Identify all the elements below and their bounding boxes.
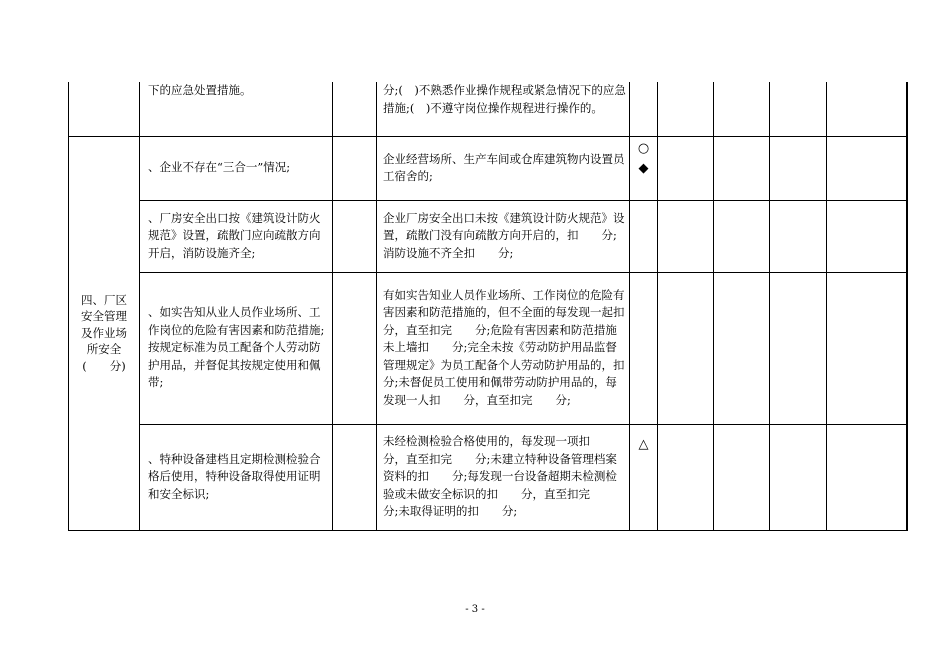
criteria-cell: [377, 424, 630, 530]
item-text: 、如实告知从业人员作业场所、工作岗位的危险有害因素和防范措施;按规定标准为员工配备个人劳动防护用品，并督促其按规定使用和佩带;: [148, 305, 325, 390]
blank-cell: [714, 424, 770, 530]
blank-cell: [827, 200, 907, 272]
blank-cell: [658, 424, 714, 530]
diamond-mark-icon: ◆: [638, 160, 649, 176]
blank-cell: [827, 272, 907, 424]
item-cell: [140, 200, 333, 272]
page-number: - 3 -: [465, 604, 485, 615]
criteria-cell: [377, 272, 648, 424]
category-line: 四、厂区: [81, 292, 127, 307]
category-line: ( 分): [82, 358, 126, 373]
mark-cell: [630, 136, 658, 200]
blank-cell: [333, 136, 377, 200]
criteria-cell: [377, 136, 630, 200]
table-row: [69, 272, 907, 424]
criteria-text: 未经检测检验合格使用的，每发现一项扣 分，直至扣完 分;未建立特种设备管理档案资料的扣 分;每发现一台设备超期未检测检验或未做安全标识的扣 分，直至扣完 分;未取得证明的扣 分;: [383, 434, 617, 519]
category-line: 及作业场: [81, 325, 127, 340]
blank-cell: [658, 82, 714, 136]
criteria-cell: [377, 82, 630, 136]
criteria-text: 有如实告知业人员作业场所、工作岗位的危险有害因素和防范措施的，但不全面的每发现一起扣 分，直至扣完 分;危险有害因素和防范措施未上墙扣 分;完全未按《劳动防护用品监督管理规定》为员工配备个人劳动防护用品的，扣 分;未督促员工使用和佩带劳动防护用品的，每发现一人扣 分，直至扣完 分;: [383, 287, 648, 407]
inspection-table: [68, 82, 908, 531]
table-row: [69, 136, 907, 200]
blank-cell: [827, 82, 907, 136]
table-row: [69, 424, 907, 530]
criteria-text: 企业经营场所、生产车间或仓库建筑物内设置员工宿舍的;: [383, 151, 625, 183]
blank-cell: [827, 424, 907, 530]
item-text: 下的应急处置措施。: [148, 83, 252, 97]
blank-cell: [770, 136, 827, 200]
table-row: [69, 82, 907, 136]
triangle-mark-icon: △: [638, 436, 649, 452]
criteria-cell: [377, 200, 630, 272]
blank-cell: [827, 136, 907, 200]
blank-cell: [333, 424, 377, 530]
item-text: 、企业不存在“三合一”情况;: [148, 160, 291, 175]
criteria-text: 企业厂房安全出口未按《建筑设计防火规范》设置，疏散门没有向疏散方向开启的，扣 分;消防设施不齐全扣 分;: [383, 210, 625, 260]
blank-cell: [770, 200, 827, 272]
category-cell: [69, 82, 140, 136]
blank-cell: [333, 200, 377, 272]
table-row: [69, 200, 907, 272]
blank-cell: [770, 272, 827, 424]
blank-cell: [333, 82, 377, 136]
blank-cell: [714, 200, 770, 272]
category-line: 安全管理: [81, 309, 127, 324]
mark-cell: [630, 272, 658, 424]
circle-mark-icon: ○: [637, 140, 650, 156]
criteria-text: 分;( )不熟悉作业操作规程或紧急情况下的应急措施;( )不遵守岗位操作规程进行操作的。: [383, 83, 626, 115]
item-cell: [140, 272, 333, 424]
blank-cell: [770, 424, 827, 530]
category-cell: [69, 136, 140, 530]
item-cell: [140, 82, 333, 136]
item-cell: [140, 136, 333, 200]
blank-cell: [658, 272, 714, 424]
blank-cell: [714, 136, 770, 200]
mark-cell: [630, 424, 658, 530]
item-text: 、厂房安全出口按《建筑设计防火规范》设置，疏散门应向疏散方向开启，消防设施齐全;: [148, 210, 321, 260]
blank-cell: [714, 272, 770, 424]
blank-cell: [658, 200, 714, 272]
blank-cell: [770, 82, 827, 136]
blank-cell: [714, 82, 770, 136]
mark-cell: [630, 200, 658, 272]
item-text: 、特种设备建档且定期检测检验合格后使用，特种设备取得使用证明和安全标识;: [148, 451, 321, 501]
blank-cell: [658, 136, 714, 200]
category-line: 所安全: [86, 342, 122, 357]
item-cell: [140, 424, 333, 530]
mark-cell: [630, 82, 658, 136]
blank-cell: [333, 272, 377, 424]
